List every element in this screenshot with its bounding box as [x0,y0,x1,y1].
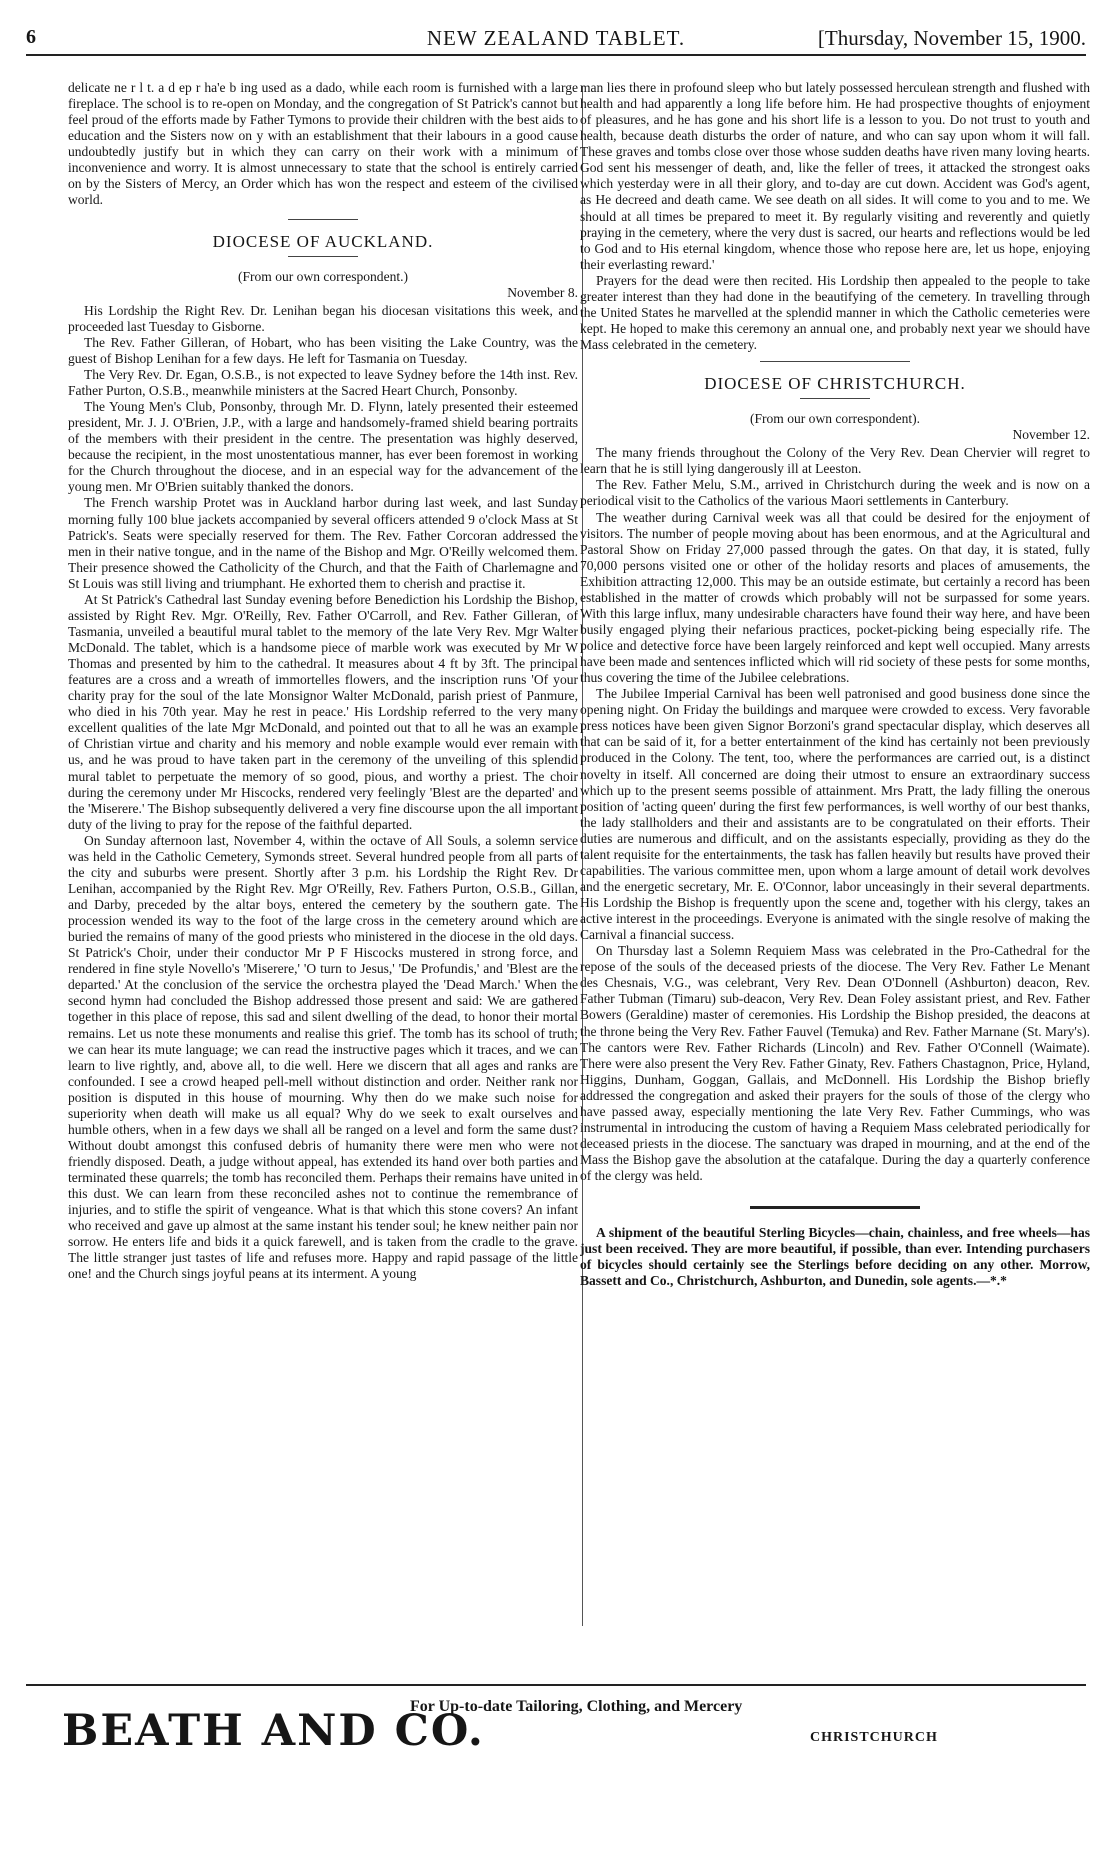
christchurch-paragraph: The Jubilee Imperial Carnival has been well patronised and good business done since the opening night. On Friday the buildings and marquee were crowded to excess. Very favorable press notices have been given Signor Borzoni's grand spectacular display, which deserves all that can be said of it, for a better entertainment of the kind has certainly not been previously produced in the Colony. The tent, too, where the performances are carried out, is a distinct novelty in itself. All concerned are doing their utmost to ensure an extraordinary success which up to the present seems possible of attainment. Mrs Pratt, the lady filling the onerous position of 'acting queen' during the first few performances, is well worthy of our best thanks, the lady stallholders and their and assistants are to be congratulated on their efforts. Their duties are numerous and difficult, and on the assistants especially, providing as they do the talent requisite for the entertainments, the task has fallen heavily but results have proved their capabilities. The various committee men, upon whom a large amount of detail work devolves and the energetic secretary, Mr. E. O'Connor, labor unceasingly in their several departments. His Lordship the Bishop is frequently upon the scene and, together with his clergy, takes an active interest in the proceedings. Everyone is animated with the single resolve of making the Carnival a financial success. [580,686,1090,943]
auckland-paragraph: His Lordship the Right Rev. Dr. Lenihan began his diocesan visitations this week, and proceeded last Tuesday to Gisborne. [68,302,578,334]
auckland-correspondent: (From our own correspondent.) [237,268,409,284]
footer-location: CHRISTCHURCH [810,1730,938,1745]
heading-rule [288,256,358,257]
auckland-paragraph: The French warship Protet was in Auckland harbor during last week, and last Sunday morning fully 100 blue jackets accompanied by several officers attended 9 o'clock Mass at St Patrick's. Seats were specially reserved for them. The Rev. Father Corcoran addressed the men in their native tongue, and in the name of the Bishop and Mgr. O'Reilly welcomed them. Their presence showed the Catholicity of the Church, and that the Faith of Charlemagne and St Louis was still living and triumphant. He exhorted them to cherish and practise it. [68,495,578,591]
advertisement-text: A shipment of the beautiful Sterling Bicycles—chain, chainless, and free wheels—has just been received. They are more beautiful, if possible, than ever. Intending purchasers of bicycles should certainly see the Sterlings before deciding on any other. Morrow, Bassett and Co., Christchurch, Ashburton, and Dunedin, sole agents.—*.* [580,1225,1090,1289]
auckland-paragraph: At St Patrick's Cathedral last Sunday evening before Benediction his Lordship the Bishop, assisted by Right Rev. Mgr. O'Reilly, Rev. Father O'Carroll, and Rev. Father Gilleran, of Tasmania, unveiled a beautiful mural tablet to the memory of the late Very Rev. Mgr Walter McDonald. The tablet, which is a handsome piece of marble work was executed by Mr W Thomas and presented by him to the cathedral. It measures about 4 ft by 3ft. The principal features are a cross and a wreath of immortelles flowers, and the inscription runs 'Of your charity pray for the soul of the late Monsignor Walter McDonald, parish priest of Panmure, who died in his 70th year. May he rest in peace.' His Lordship referred to the very many excellent qualities of the late Mgr McDonald, and pointed out that to all he was an example of Christian virtue and charity and his memory and noble example would ever remain with us, and he was proud to have taken part in the ceremony of the unveiling of this splendid mural tablet to perpetuate the memory of so good, pious, and worthy a priest. The choir during the ceremony under Mr Hiscocks, rendered very feelingly 'Blest are the departed' and the 'Miserere.' The Bishop subsequently delivered a very fine discourse upon the all important duty of the living to pray for the repose of the faithful departed. [68,591,578,832]
auckland-paragraph: The Young Men's Club, Ponsonby, through Mr. D. Flynn, lately presented their esteemed president, Mr. J. J. O'Brien, J.P., with a large and handsomely-framed shield bearing portraits of the members with their president in the centre. The presentation was highly deserved, because the recipient, in the most unostentatious manner, has ever been foremost in working for the Church throughout the diocese, and in an especial way for the advancement of the young men. Mr O'Brien suitably thanked the donors. [68,399,578,495]
auckland-paragraph: On Sunday afternoon last, November 4, within the octave of All Souls, a solemn service was held in the Catholic Cemetery, Symonds street. Several hundred people from all parts of the city and suburbs were present. Shortly after 3 p.m. his Lordship the Right Rev. Dr Lenihan, accompanied by the Right Rev. Mgr O'Reilly, Rev. Fathers Purton, O.S.B., Gillan, and Darby, preceded by the altar boys, entered the cemetery by the southern gate. The procession wended its way to the foot of the large cross in the cemetery around which are buried the remains of many of the good priests who ministered in the diocese in the old days. St Patrick's Choir, under their conductor Mr P F Hiscocks mustered in strong force, and rendered in fine style Novello's 'Miserere,' 'O turn to Jesus,' 'De Profundis,' and 'Blest are the departed.' At the conclusion of the service the orchestra played the 'Dead March.' When the second hymn had concluded the Bishop addressed those present and said: We are gathered together in this place of repose, this sad and silent dwelling of the dead, to honor their mortal remains. Let us note these monuments and realise this grief. The tomb has its school of truth; we can hear its mute language; we can read the instructive pages which it traces, and we can learn to live rightly, and, above all, to die well. Here we discern that all ages and ranks are confounded. I see a crowd heaped pell-mell without distinction and order. Neither rank nor position is disputed in this house of mourning. Why then do we make such noise for superiority when death will make us all equal? Why do we seek to exalt ourselves and humble others, when in a few days we shall all be ranged on a level and form the same dust? Without doubt amongst this confused debris of humanity there were men who were not friendly disposed. Death, a judge without appeal, has extended its hand over both parties and terminated these quarrels; the tomb has reconciled them. Perhaps their remains have united in this dust. We can learn from these reconciled ashes not to continue the remembrance of injuries, and to stifle the spirit of vengeance. What is that which this stone covers? An infant who received and gave up almost at the same instant his tender soul; he knew neither pain nor sorrow. He enters life and bids it a quick farewell, and is taken from the cradle to the grave. The little stranger just tastes of life and refuses more. Happy and rapid passage of the little one! and the Church sings joyful peans at its interment. A young [68,832,578,1282]
right-column [580,80,1090,1585]
intro-paragraph: delicate ne r l t. a d ep r ha'e b ing used as a dado, while each room is furnished with a large fireplace. The school is to re-open on Monday, and the congregation of St Patrick's cannot but feel proud of the efforts made by Father Tymons to provide their children with the best aids to education and the Sisters now on y with an establishment that their labours in a good cause undoubtedly justify but in which they can carry on their work with a minimum of inconvenience and worry. It is almost unnecessary to state that the school is entirely carried on by the Sisters of Mercy, an Order which has won the respect and esteem of the civilised world. [68,80,578,208]
heading-rule [800,398,870,399]
issue-date: [Thursday, November 15, 1900. [817,26,1086,50]
auckland-heading: DIOCESE OF AUCKLAND. [212,231,434,251]
masthead [26,22,1086,52]
continued-paragraph: man lies there in profound sleep who but lately possessed herculean strength and flushed with health and had apparently a long life before him. He had prospective thoughts of enjoyment of pleasures, and he has gone and his short life is a lesson to you. Do not trust to youth and health, because death disturbs the order of nature, and who can say upon whom it will fall. These graves and tombs close over those whose sudden deaths have riven many loving hearts. God sent his messenger of death, and, like the feller of trees, it attacked the strongest oaks which yesterday were in all their glory, and to-day are cut down. Accident was God's agent, as He decreed and death came. We see death on all sides. It will come to you and to me. We should at all times be prepared to meet it. By regularly visiting and reverently and quietly praying in the cemetery, where the very dust is sacred, our hearts and reflections would be led to God and to His eternal kingdom, whence those who repose here are, let us hope, enjoying their everlasting reward.' [580,80,1090,272]
christchurch-paragraph: On Thursday last a Solemn Requiem Mass was celebrated in the Pro-Cathedral for the repose of the souls of the deceased priests of the diocese. The Very Rev. Father Le Menant des Chesnais, V.G., was celebrant, Very Rev. Dean O'Donnell (Ashburton) deacon, Rev. Father Tubman (Timaru) sub-deacon, Very Rev. Dean Foley assistant priest, and Rev. Father Bowers (Geraldine) master of ceremonies. His Lordship the Bishop presided, the deacons at the throne being the Very Rev. Father Fauvel (Temuka) and Rev. Father Marnane (St. Mary's). The cantors were Rev. Father Richards (Lincoln) and Rev. Father O'Connell (Waimate). There were also present the Very Rev. Father Ginaty, Rev. Fathers Chastagnon, Price, Hyland, Higgins, Dunham, Goggan, Gallais, and McDonnell. His Lordship the Bishop briefly addressed the congregation and asked their prayers for the souls of those of the clergy who have passed away, especially mentioning the late Very Rev. Father Cummings, who was instrumental in introducing the custom of having a Requiem Mass celebrated periodically for deceased priests in the diocese. The sanctuary was draped in mourning, and at the end of the Mass the Bishop gave the absolution at the catafalque. During the day a quarterly conference of the clergy was held. [580,943,1090,1184]
advertisement-rule [750,1206,920,1209]
christchurch-dateline: November 12. [1012,427,1090,443]
christchurch-heading: DIOCESE OF CHRISTCHURCH. [704,374,966,394]
footer-rule [26,1684,1086,1686]
auckland-paragraph: The Very Rev. Dr. Egan, O.S.B., is not expected to leave Sydney before the 14th inst. Rev. Father Purton, O.S.B., meanwhile ministers at the Sacred Heart Church, Ponsonby. [68,366,578,398]
page-number: 6 [26,26,36,48]
section-separator [288,219,358,220]
masthead-rule [26,54,1086,56]
footer-advertisement [26,1688,1086,1808]
prayers-paragraph: Prayers for the dead were then recited. His Lordship then appealed to the people to take greater interest than they had done in the beautifying of the cemetery. In travelling through the United States he marvelled at the splendid manner in which the Catholic cemeteries were kept. He hoped to make this ceremony an annual one, and probably next year we should have Mass celebrated in the cemetery. [580,272,1090,352]
footer-brand: BEATH AND CO. [62,1706,485,1756]
publication-title: NEW ZEALAND TABLET. [426,26,686,50]
bicycle-advertisement [580,1225,1090,1289]
section-separator [760,361,910,362]
auckland-dateline: November 8. [507,284,578,300]
left-column [68,80,578,1620]
christchurch-paragraph: The many friends throughout the Colony of the Very Rev. Dean Chervier will regret to learn that he is still lying dangerously ill at Leeston. [580,445,1090,477]
christchurch-paragraph: The Rev. Father Melu, S.M., arrived in Christchurch during the week and is now on a periodical visit to the Catholics of the various Maori settlements in Canterbury. [580,477,1090,509]
auckland-paragraph: The Rev. Father Gilleran, of Hobart, who has been visiting the Lake Country, was the guest of Bishop Lenihan for a few days. He left for Tasmania on Tuesday. [68,334,578,366]
footer-tagline: For Up-to-date Tailoring, Clothing, and Mercery [410,1698,743,1715]
christchurch-paragraph: The weather during Carnival week was all that could be desired for the enjoyment of visitors. The number of people moving about has been enormous, and at the Agricultural and Pastoral Show on Friday 27,000 passed through the gates. On that day, it is stated, fully 70,000 persons visited one or other of the holiday resorts and places of amusements, the Exhibition attracting 12,000. This may be an outside estimate, but certainly a record has been established in the matter of crowds which probably will not be surpassed for some years. With this large influx, many undesirable characters have found their way here, and have been busily engaged plying their nefarious practices, pocket-picking being especially rife. The police and detective force have been largely reinforced and kept well occupied. Many arrests have been made and sentences inflicted which will rid society of these pests for some months, thus covering the time of the Jubilee celebrations. [580,509,1090,686]
christchurch-correspondent: (From our own correspondent). [749,411,921,427]
